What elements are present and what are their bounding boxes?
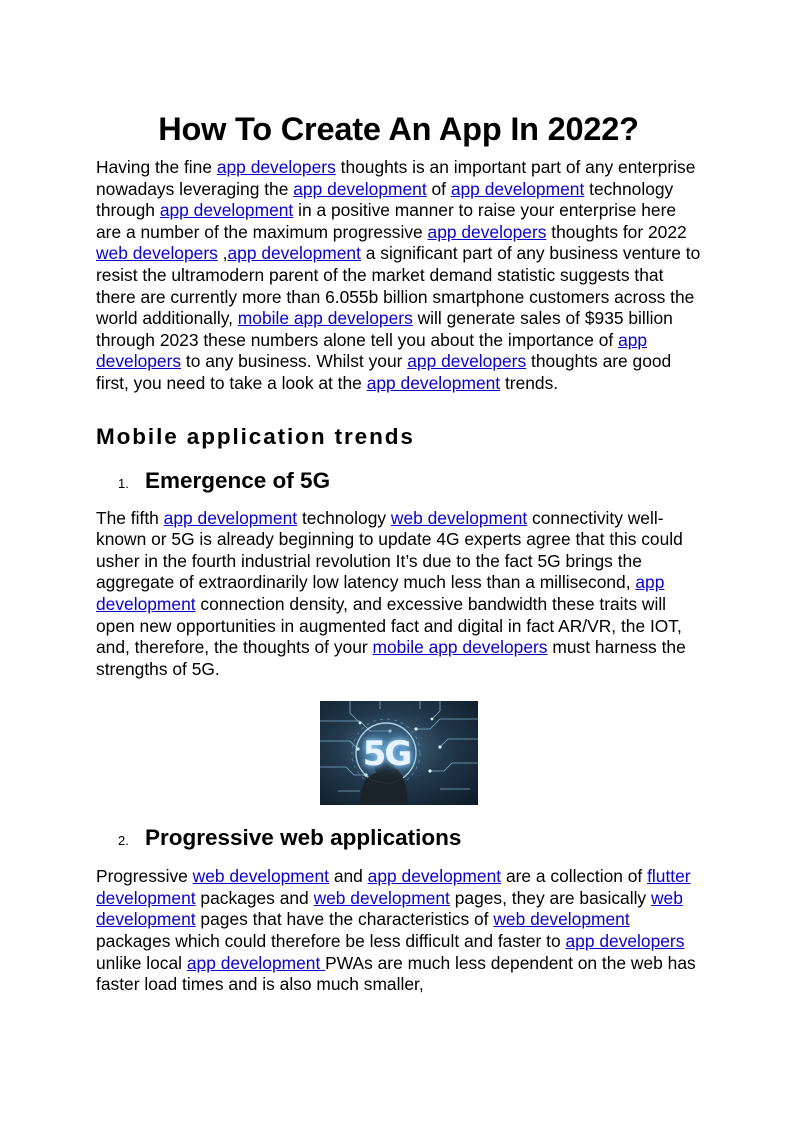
- list-item-heading: [96, 465, 701, 497]
- page-title: How To Create An App In 2022?: [158, 111, 639, 147]
- inline-link[interactable]: app development: [163, 507, 298, 528]
- list-number: 2.: [118, 833, 129, 849]
- inline-link[interactable]: app development: [227, 243, 361, 264]
- inline-text: to any business. Whilst your: [181, 351, 408, 372]
- inline-link[interactable]: app development: [367, 866, 502, 887]
- inline-link[interactable]: web development: [313, 887, 450, 908]
- inline-link[interactable]: app developers: [407, 351, 527, 372]
- inline-text: thoughts is an important part of any enterprise nowadays leveraging the: [96, 157, 696, 199]
- inline-link[interactable]: app developers: [427, 221, 547, 242]
- inline-text: technology: [297, 507, 391, 528]
- inline-link[interactable]: app development: [159, 200, 294, 221]
- inline-link[interactable]: app development: [293, 178, 427, 199]
- inline-link[interactable]: flutter development: [96, 866, 691, 908]
- inline-link[interactable]: web development: [96, 887, 683, 930]
- inline-link[interactable]: app development: [186, 952, 326, 973]
- inline-text: of: [426, 178, 451, 199]
- inline-text: trends.: [500, 372, 559, 393]
- inline-text: unlike local: [96, 952, 187, 973]
- inline-text: pages, they are basically: [449, 887, 651, 908]
- 5g-logo-text: 5G: [362, 734, 411, 775]
- inline-link[interactable]: app developers: [216, 157, 336, 177]
- inline-text: thoughts are good first, you need to take a look at the: [96, 351, 672, 393]
- inline-text: Progressive: [96, 866, 193, 887]
- inline-link[interactable]: app developers: [96, 329, 648, 372]
- item-body: [96, 866, 701, 996]
- inline-link[interactable]: web developers: [96, 243, 218, 264]
- inline-link[interactable]: mobile app developers: [372, 637, 548, 658]
- inline-text: ,: [217, 243, 228, 264]
- document-page: [96, 104, 701, 996]
- inline-text: PWAs are much less dependent on the web has faster load times and is also much smaller,: [96, 952, 696, 995]
- inline-text: pages that have the characteristics of: [195, 909, 494, 930]
- inline-link[interactable]: app developers: [565, 931, 685, 952]
- inline-text: are a collection of: [501, 866, 648, 887]
- inline-text: in a positive manner to raise your enterprise here are a number of the maximum progressive: [96, 200, 677, 242]
- inline-text: must harness the strengths of 5G.: [96, 637, 686, 679]
- inline-link[interactable]: app development: [96, 572, 665, 614]
- item-body: [96, 508, 701, 681]
- inline-link[interactable]: web development: [192, 866, 329, 887]
- item-heading: Emergence of 5G: [145, 467, 331, 493]
- inline-link[interactable]: app development: [450, 178, 585, 199]
- inline-link[interactable]: web development: [493, 909, 630, 930]
- inline-link[interactable]: web development: [390, 507, 528, 528]
- inline-text: and: [328, 866, 368, 887]
- inline-text: packages and: [195, 887, 314, 908]
- list-number: 1.: [118, 475, 129, 491]
- section-heading: Mobile application trends: [96, 423, 415, 449]
- inline-text: connectivity well-known or 5G is already beginning to update 4G experts agree that this could usher in the fourth industrial revolution It’s due to the fact 5G brings the aggregate of extraordinarily low latency much less than a millisecond,: [96, 507, 683, 593]
- inline-text: packages which could therefore be less difficult and faster to: [96, 931, 566, 952]
- list-item-heading: [96, 822, 701, 854]
- item-heading: Progressive web applications: [145, 825, 462, 851]
- inline-text: connection density, and excessive bandwidth these traits will open new opportunities in augmented fact and digital in fact AR/VR, the IOT, and, therefore, the thoughts of your: [96, 593, 682, 658]
- inline-text: will generate sales of $935 billion through 2023 these numbers alone tell you about the importance of: [96, 308, 673, 350]
- inline-link[interactable]: app development: [366, 372, 501, 393]
- 5g-hooded-figure-image: [320, 701, 478, 805]
- inline-text: Having the fine: [96, 157, 217, 177]
- inline-text: technology through: [96, 178, 674, 221]
- inline-text: a significant part of any business venture to resist the ultramodern parent of the market demand statistic suggests that there are currently more than 6.055b billion smartphone customers across the world additionally,: [96, 243, 701, 329]
- inline-text: thoughts for 2022: [546, 221, 687, 242]
- inline-text: The fifth: [96, 507, 164, 528]
- inline-link[interactable]: mobile app developers: [237, 308, 413, 329]
- intro-paragraph: [96, 157, 701, 395]
